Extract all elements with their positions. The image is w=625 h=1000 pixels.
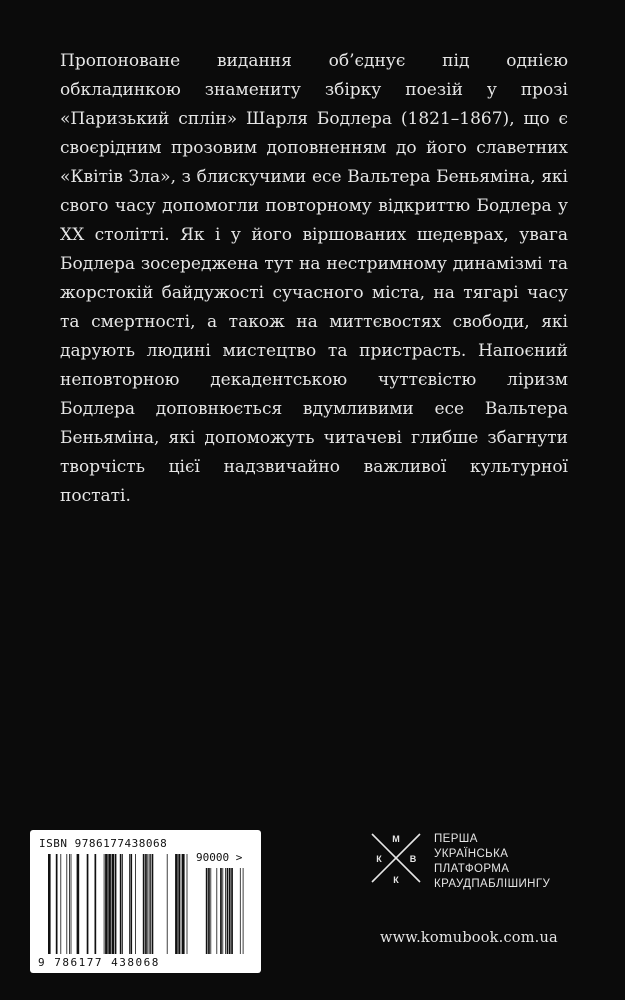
isbn-number: ISBN 9786177438068 bbox=[39, 837, 168, 850]
publisher-line-3: ПЛАТФОРМА bbox=[434, 863, 510, 875]
logo-letter-top: М bbox=[392, 834, 400, 844]
publisher-logo-icon bbox=[368, 830, 424, 886]
publisher-line-4: КРАУДПАБЛІШИНГУ bbox=[434, 878, 551, 890]
blurb-text: Пропоноване видання об’єднує під однією обкладинкою знамениту збірку поезій у прозі «Паризький сплін» Шарля Бодлера (1821–1867), що є своєрідним прозовим доповненням до його славетних «Квітів Зла», з блискучими есе Вальтера Беньяміна, які свого часу допомогли повторному відкриттю Бодлера у ХХ столітті. Як і у його віршованих шедеврах, увага Бодлера зосереджена тут на нестримному динамізмі та жорстокій байдужості сучасного міста, на тягарі часу та смертності, а також на миттєвостях свободи, які дарують людині мистецтво та пристрасть. Напоєний неповторною декадентською чуттєвістю ліризм Бодлера доповнюється вдумливими есе Вальтера Беньяміна, які допоможуть читачеві глибше збагнути творчість цієї надзвичайно важливої культурної постаті. bbox=[60, 51, 568, 506]
logo-letter-left: К bbox=[376, 854, 382, 864]
price-addon-code: 90000 > bbox=[196, 851, 243, 864]
barcode-bars-icon bbox=[48, 854, 188, 954]
logo-letter-bottom: К bbox=[393, 875, 399, 885]
publisher-line-1: ПЕРША bbox=[434, 833, 478, 845]
addon-barcode-bars-icon bbox=[198, 868, 250, 954]
publisher-website: www.komubook.com.ua bbox=[380, 930, 558, 946]
publisher-name bbox=[434, 832, 550, 892]
barcode-label bbox=[30, 830, 261, 973]
logo-letter-right: В bbox=[409, 854, 417, 864]
publisher-line-2: УКРАЇНСЬКА bbox=[434, 848, 509, 860]
ean-digits: 9 786177 438068 bbox=[38, 956, 160, 969]
